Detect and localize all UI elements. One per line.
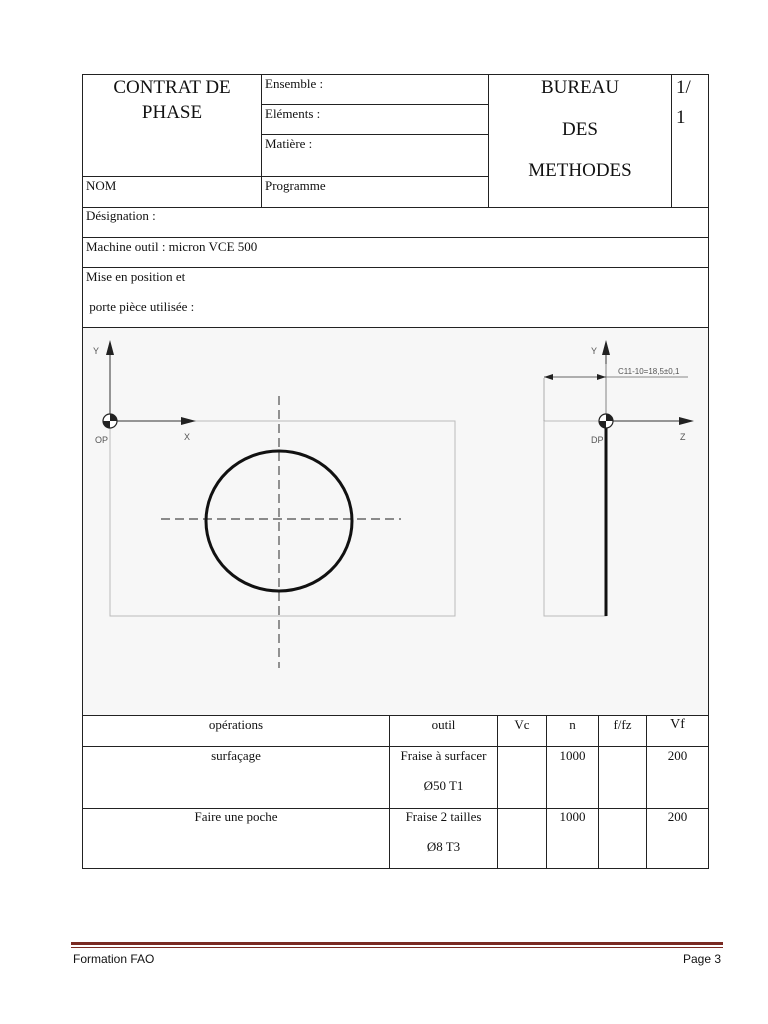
row1-tool-line1: Fraise à surfacer <box>400 748 487 763</box>
bureau-line3: METHODES <box>528 160 632 181</box>
row1-tool-line2: Ø50 T1 <box>423 778 464 793</box>
y-label-right: Y <box>591 346 598 356</box>
x-label: X <box>184 432 191 442</box>
row1-n: 1000 <box>559 748 586 763</box>
table-col-line-3 <box>546 715 547 868</box>
header-divider-1 <box>261 74 262 207</box>
page-fraction-bottom: 1 <box>676 107 686 128</box>
row2-n: 1000 <box>559 809 586 824</box>
table-col-line-2 <box>497 715 498 868</box>
row1-vf: 200 <box>667 748 688 763</box>
row-line-mise <box>82 267 709 268</box>
header-n: n <box>569 717 576 732</box>
row2-vf: 200 <box>667 809 688 824</box>
header-outil: outil <box>431 717 456 732</box>
contrat-title-line1: CONTRAT DE <box>113 77 231 98</box>
header-divider-3 <box>671 74 672 207</box>
ensemble-label: Ensemble : <box>265 76 324 91</box>
row2-tool-line2: Ø8 T3 <box>426 839 461 854</box>
matiere-label: Matière : <box>265 136 313 151</box>
origin-symbol-right <box>599 414 613 428</box>
frame-top <box>82 74 709 75</box>
header-vf: Vf <box>670 717 685 732</box>
bureau-line1: BUREAU <box>540 77 620 98</box>
op-label-left: OP <box>95 435 109 445</box>
contrat-title-line2: PHASE <box>141 102 203 123</box>
footer-page-number: Page 3 <box>683 952 722 966</box>
header-row-line-3 <box>82 176 489 177</box>
row2-tool-line1: Fraise 2 tailles <box>405 809 482 824</box>
frame-bottom <box>82 868 709 869</box>
row1-operation: surfaçage <box>211 748 261 763</box>
header-operations: opérations <box>208 717 264 732</box>
header-vc: Vc <box>514 717 530 732</box>
elements-label: Eléments : <box>265 106 321 121</box>
dimension-label: C11-10=18,5±0,1 <box>618 367 680 376</box>
table-col-line-4 <box>598 715 599 868</box>
machine-label: Machine outil : micron VCE 500 <box>86 239 258 254</box>
mise-position-line1: Mise en position et <box>86 269 186 284</box>
designation-label: Désignation : <box>86 208 156 223</box>
footer-left-text: Formation FAO <box>73 952 155 966</box>
page-fraction-top: 1/ <box>676 77 691 98</box>
z-label: Z <box>680 432 686 442</box>
row-line-machine <box>82 237 709 238</box>
header-row-line-1 <box>261 104 489 105</box>
bureau-line2: DES <box>562 119 598 140</box>
nom-label: NOM <box>86 178 117 193</box>
row-line-table-top <box>82 715 709 716</box>
footer-rule-thin <box>71 947 723 948</box>
mise-position-line2: porte pièce utilisée : <box>86 299 195 314</box>
frame-right <box>708 74 709 869</box>
row-line-designation <box>82 207 709 208</box>
header-f-fz: f/fz <box>613 717 632 732</box>
footer-rule <box>71 942 723 945</box>
table-col-line-5 <box>646 715 647 868</box>
header-row-line-2 <box>261 134 489 135</box>
op-label-right: DP <box>591 435 604 445</box>
row-line-table-header <box>82 746 709 747</box>
setup-drawing <box>83 328 708 715</box>
programme-label: Programme <box>265 178 326 193</box>
y-label-left: Y <box>93 346 100 356</box>
origin-symbol-left <box>103 414 117 428</box>
row2-operation: Faire une poche <box>194 809 278 824</box>
